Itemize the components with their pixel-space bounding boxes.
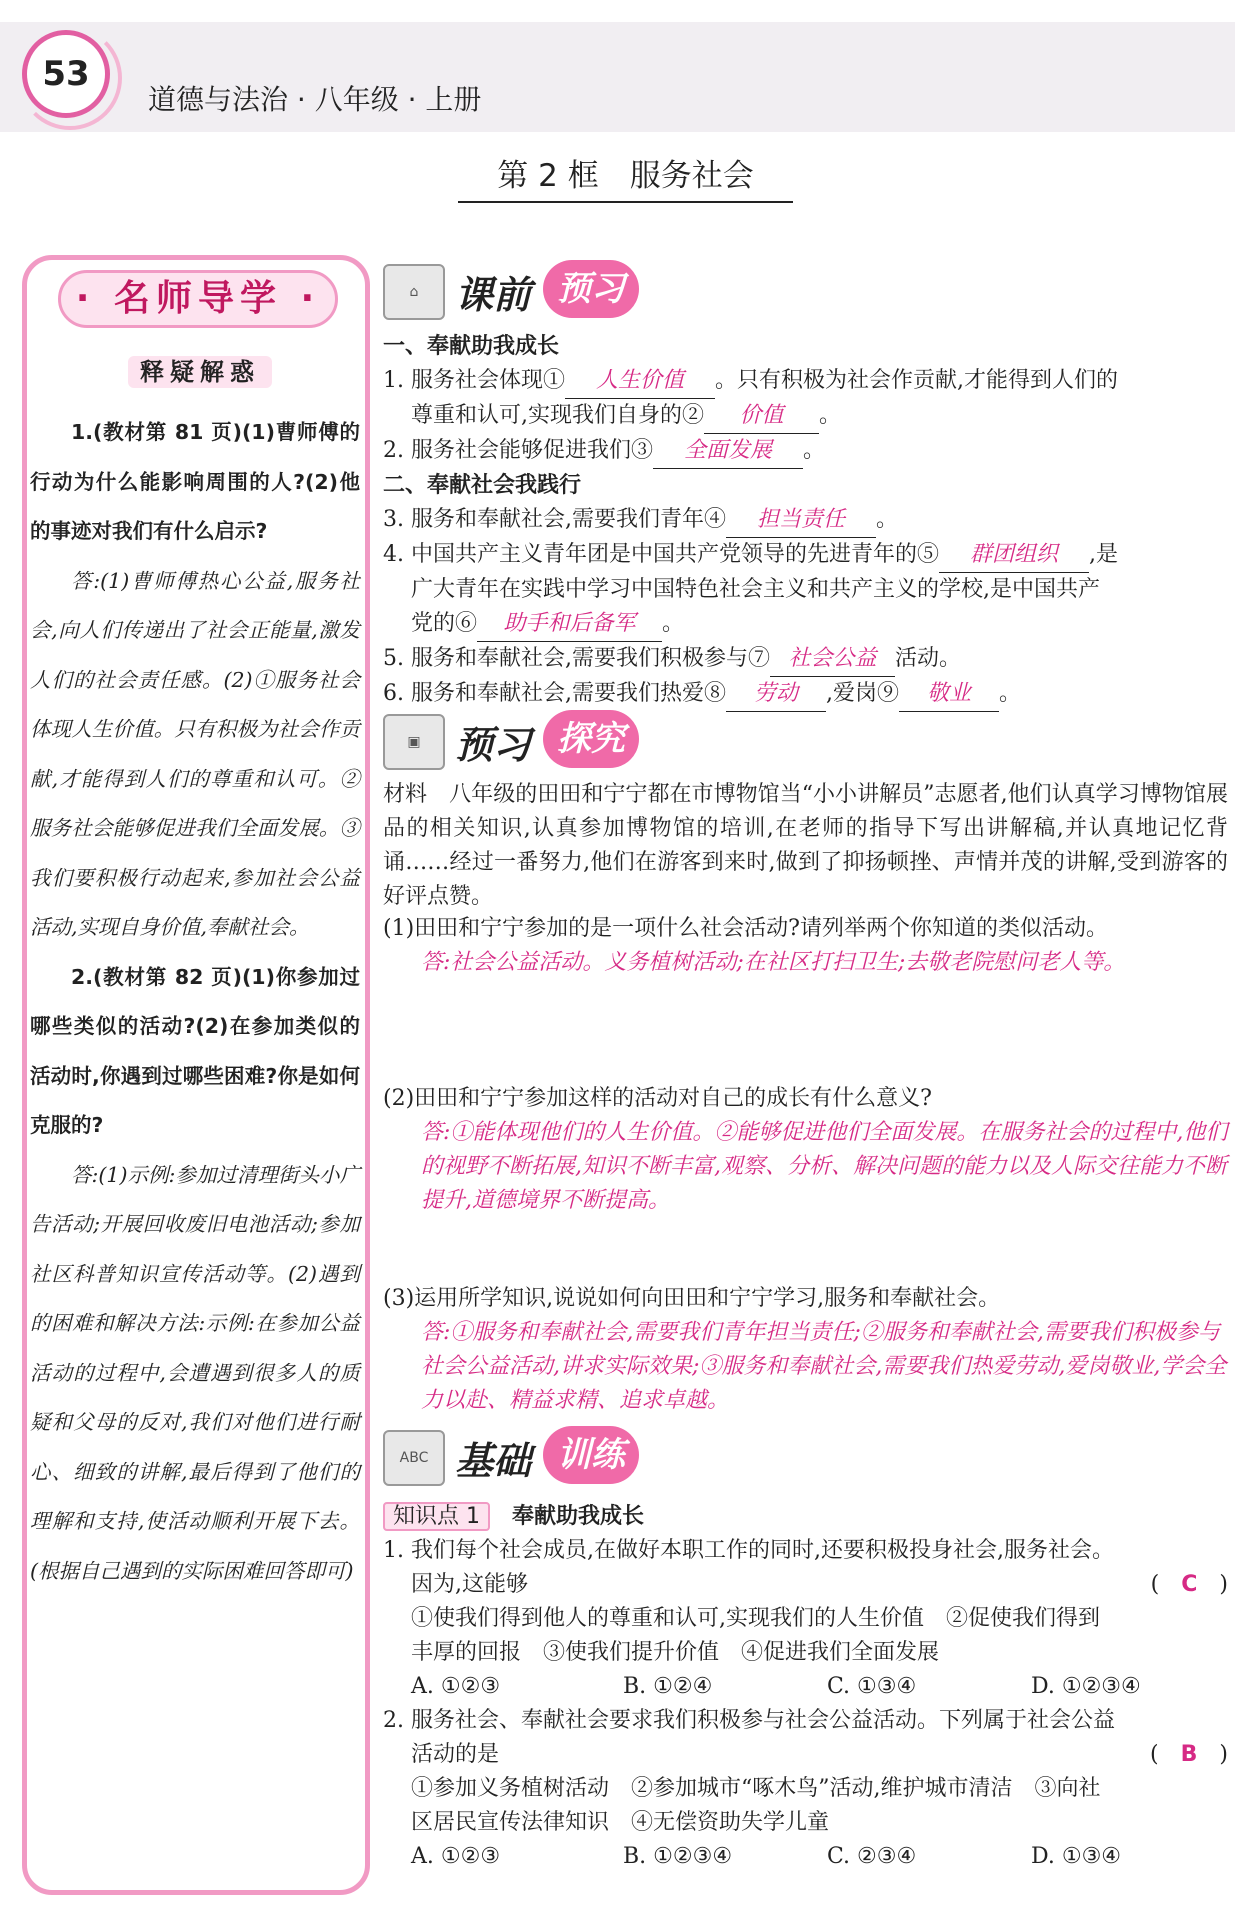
text: 2. 服务社会能够促进我们③ xyxy=(383,438,653,463)
fill-line-3 xyxy=(383,503,1228,538)
sidebar-question-1: 1.(教材第 81 页)(1)曹师傅的行动为什么能影响周围的人?(2)他的事迹对我们有什么启示? xyxy=(30,420,360,543)
fill-line-4c xyxy=(383,607,1228,642)
text: 1. 服务社会体现① xyxy=(383,368,565,393)
option[interactable]: B. ①②④ xyxy=(623,1674,713,1699)
sidebar-subtitle xyxy=(40,352,360,387)
text: 。 xyxy=(662,611,685,636)
fill-blank-1[interactable]: 人生价值 xyxy=(565,364,715,399)
knowledge-point-row xyxy=(383,1500,1228,1534)
fill-line-1b xyxy=(383,399,1228,434)
q1-line-1: 1. 我们每个社会成员,在做好本职工作的同时,还要积极投身社会,服务社会。 xyxy=(383,1538,1114,1563)
text: 尊重和认可,实现我们自身的② xyxy=(411,403,704,428)
option[interactable]: C. ②③④ xyxy=(827,1844,917,1869)
explore-question-2: (2)田田和宁宁参加这样的活动对自己的成长有什么意义? xyxy=(383,1086,932,1111)
sidebar-answer-1: 答:(1)曹师傅热心公益,服务社会,向人们传递出了社会正能量,激发人们的社会责任感。(2)①服务社会体现人生价值。只有积极为社会作贡献,才能得到人们的尊重和认可。②服务社会能够促进我们全面发展。③我们要积极行动起来,参加社会公益活动,实现自身价值,奉献社会。 xyxy=(30,568,360,939)
text: 活动。 xyxy=(894,646,961,671)
text: 。 xyxy=(875,507,898,532)
fill-blank-7[interactable]: 社会公益 xyxy=(770,642,895,677)
explore-banner-tag: 探究 xyxy=(543,710,639,768)
text: 3. 服务和奉献社会,需要我们青年④ xyxy=(383,507,726,532)
fill-blank-8[interactable]: 劳动 xyxy=(726,677,826,712)
fill-line-5 xyxy=(383,642,1228,677)
book-title: 道德与法治 · 八年级 · 上册 xyxy=(148,83,482,116)
fill-blank-4[interactable]: 担当责任 xyxy=(726,503,876,538)
fill-blank-5[interactable]: 群团组织 xyxy=(939,538,1089,573)
text: ,爱岗⑨ xyxy=(825,681,899,706)
page-number: 53 xyxy=(22,30,110,118)
preview-banner-label: 课前 xyxy=(455,273,532,317)
text: ,是 xyxy=(1089,542,1118,567)
explore-answer-2[interactable]: 答:①能体现他们的人生价值。②能够促进他们全面发展。在服务社会的过程中,他们的视野不断拓展,知识不断丰富,观察、分析、解决问题的能力以及人际交往能力不断提升,道德境界不断提高。 xyxy=(421,1120,1228,1213)
q2-answer-bracket[interactable]: ( B ) xyxy=(1150,1742,1228,1767)
option[interactable]: A. ①②③ xyxy=(411,1844,501,1869)
q1-line-4: 丰厚的回报 ③使我们提升价值 ④促进我们全面发展 xyxy=(411,1640,940,1665)
text: 。 xyxy=(998,681,1021,706)
option[interactable]: B. ①②③④ xyxy=(623,1844,733,1869)
option[interactable]: A. ①②③ xyxy=(411,1674,501,1699)
text: 。 xyxy=(819,403,842,428)
explore-banner xyxy=(383,708,783,774)
preview-banner-tag: 预习 xyxy=(543,260,639,318)
knowledge-point-label: 知识点 1 xyxy=(383,1502,490,1531)
option[interactable]: D. ①②③④ xyxy=(1031,1674,1141,1699)
q2-options xyxy=(383,1840,1228,1874)
fill-line-6 xyxy=(383,677,1228,712)
preview-banner xyxy=(383,258,783,324)
q2-line-2 xyxy=(383,1738,1228,1772)
text: 6. 服务和奉献社会,需要我们热爱⑧ xyxy=(383,681,726,706)
explore-question-1: (1)田田和宁宁参加的是一项什么社会活动?请列举两个你知道的类似活动。 xyxy=(383,916,1108,941)
q1-line-3: ①使我们得到他人的尊重和认可,实现我们的人生价值 ②促使我们得到 xyxy=(411,1606,1100,1631)
training-banner xyxy=(383,1424,783,1490)
sidebar-subtitle-label: 释疑解惑 xyxy=(128,356,272,388)
sidebar-content xyxy=(30,408,360,1596)
q1-line-2 xyxy=(383,1568,1228,1602)
fill-line-4 xyxy=(383,538,1228,573)
sidebar-title: · 名师导学 · xyxy=(58,270,338,328)
q2-line-1: 2. 服务社会、奉献社会要求我们积极参与社会公益活动。下列属于社会公益 xyxy=(383,1708,1115,1733)
fill-line-1 xyxy=(383,364,1228,399)
explore-answer-1[interactable]: 答:社会公益活动。义务植树活动;在社区打扫卫生;去敬老院慰问老人等。 xyxy=(421,950,1126,975)
text: 。只有积极为社会作贡献,才能得到人们的 xyxy=(714,368,1118,393)
q2-answer: B xyxy=(1180,1742,1198,1767)
fill-blank-9[interactable]: 敬业 xyxy=(899,677,999,712)
abc-book-icon: ABC xyxy=(383,1430,445,1486)
text: 活动的是 xyxy=(411,1742,500,1767)
training-banner-tag: 训练 xyxy=(543,1426,639,1484)
text: 5. 服务和奉献社会,需要我们积极参与⑦ xyxy=(383,646,770,671)
training-section xyxy=(383,1500,1228,1874)
fill-line-2 xyxy=(383,434,1228,469)
q1-options xyxy=(383,1670,1228,1704)
preview-heading-2: 二、奉献社会我践行 xyxy=(383,473,582,498)
school-icon: ⌂ xyxy=(383,264,445,320)
fill-blank-6[interactable]: 助手和后备军 xyxy=(477,607,662,642)
preview-section xyxy=(383,330,1228,712)
text: 。 xyxy=(802,438,825,463)
q1-answer-bracket[interactable]: ( C ) xyxy=(1150,1572,1228,1597)
fill-line-4b xyxy=(383,573,1228,607)
text: 因为,这能够 xyxy=(411,1572,528,1597)
fill-blank-3[interactable]: 全面发展 xyxy=(653,434,803,469)
fill-blank-2[interactable]: 价值 xyxy=(704,399,819,434)
training-banner-label: 基础 xyxy=(455,1439,532,1483)
text: 党的⑥ xyxy=(411,611,478,636)
backpack-icon: ▣ xyxy=(383,714,445,770)
sidebar-question-2: 2.(教材第 82 页)(1)你参加过哪些类似的活动?(2)在参加类似的活动时,你遇到过哪些困难?你是如何克服的? xyxy=(30,964,360,1137)
explore-material: 材料 八年级的田田和宁宁都在市博物馆当“小小讲解员”志愿者,他们认真学习博物馆展品的相关知识,认真参加博物馆的培训,在老师的指导下写出讲解稿,并认真地记忆背诵……经过一番努力,他们在游客到来时,做到了抑扬顿挫、声情并茂的讲解,受到游客的好评点赞。 xyxy=(383,782,1228,909)
text: 4. 中国共产主义青年团是中国共产党领导的先进青年的⑤ xyxy=(383,542,939,567)
q2-line-4: 区居民宣传法律知识 ④无偿资助失学儿童 xyxy=(411,1810,830,1835)
explore-question-3: (3)运用所学知识,说说如何向田田和宁宁学习,服务和奉献社会。 xyxy=(383,1286,1001,1311)
q1-answer: C xyxy=(1181,1572,1198,1597)
knowledge-point-title: 奉献助我成长 xyxy=(512,1504,645,1529)
option[interactable]: D. ①③④ xyxy=(1031,1844,1122,1869)
explore-banner-label: 预习 xyxy=(455,723,532,767)
section-title: 第 2 框 服务社会 xyxy=(458,150,793,203)
q2-line-3: ①参加义务植树活动 ②参加城市“啄木鸟”活动,维护城市清洁 ③向社 xyxy=(411,1776,1101,1801)
explore-answer-3[interactable]: 答:①服务和奉献社会,需要我们青年担当责任;②服务和奉献社会,需要我们积极参与社会公益活动,讲求实际效果;③服务和奉献社会,需要我们热爱劳动,爱岗敬业,学会全力以赴、精益求精、追求卓越。 xyxy=(421,1320,1227,1413)
preview-heading-1: 一、奉献助我成长 xyxy=(383,334,560,359)
text: 广大青年在实践中学习中国特色社会主义和共产主义的学校,是中国共产 xyxy=(411,577,1100,602)
sidebar-answer-2: 答:(1)示例:参加过清理街头小广告活动;开展回收废旧电池活动;参加社区科普知识宣传活动等。(2)遇到的困难和解决方法:示例:在参加公益活动的过程中,会遭遇到很多人的质疑和父母的反对,我们对他们进行耐心、细致的讲解,最后得到了他们的理解和支持,使活动顺利开展下去。(根据自己遇到的实际困难回答即可) xyxy=(30,1162,360,1583)
option[interactable]: C. ①③④ xyxy=(827,1674,917,1699)
